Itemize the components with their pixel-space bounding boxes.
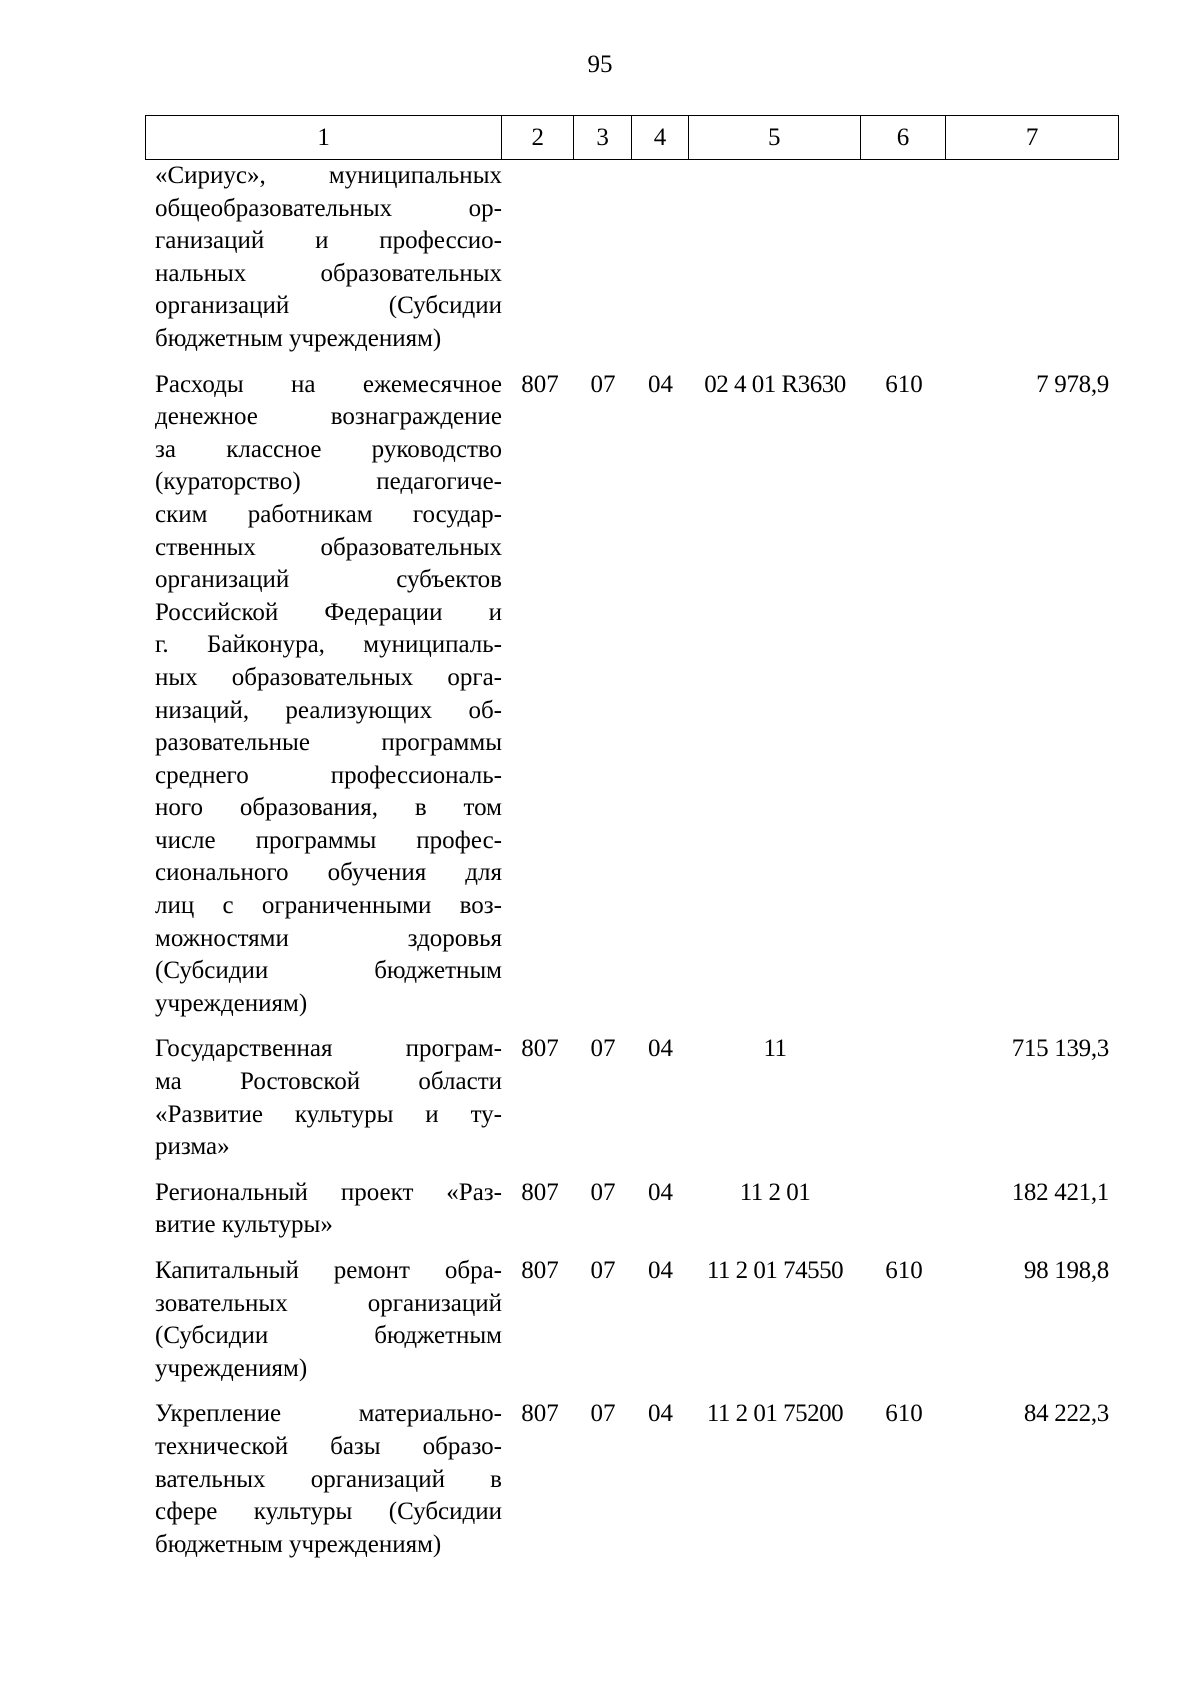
description-line: числе программы профес- (155, 826, 502, 854)
description-line: среднего профессиональ- (155, 761, 502, 789)
row-col-3: 07 (590, 1400, 616, 1428)
row-col-3 (574, 160, 632, 356)
row-col-3: 07 (590, 1178, 616, 1206)
description-line: учреждениям) (155, 989, 308, 1017)
description-line: бюджетным учреждениям) (155, 1530, 442, 1558)
page-number: 95 (587, 51, 613, 78)
description-line: низаций, реализующих об- (155, 696, 502, 724)
description-line: г. Байконура, муниципаль- (155, 631, 502, 659)
row-col-2: 807 (521, 1400, 559, 1428)
description-line: сфере культуры (Субсидии (155, 1498, 502, 1526)
table-body (145, 160, 1119, 1574)
row-description (145, 1398, 502, 1561)
description-line: учреждениям) (155, 1354, 308, 1382)
description-line: «Сириус», муниципальных (155, 162, 502, 189)
description-line: ного образования, в том (155, 794, 502, 822)
row-col-2 (502, 160, 574, 356)
row-col-6 (861, 1033, 947, 1163)
description-line: общеобразовательных ор- (155, 194, 502, 222)
description-line: витие культуры» (155, 1211, 333, 1239)
row-col-4: 04 (648, 1400, 673, 1428)
row-col-6: 610 (885, 1400, 923, 1428)
description-line: Укрепление материально- (155, 1400, 502, 1428)
description-line: Региональный проект «Раз- (155, 1178, 502, 1206)
table-row (145, 369, 1119, 1021)
description-line: за классное руководство (155, 435, 502, 463)
description-line: лиц с ограниченными воз- (155, 892, 502, 920)
header-col-4: 4 (632, 116, 689, 159)
description-line: разовательные программы (155, 729, 502, 757)
row-col-2: 807 (521, 1257, 559, 1284)
description-line: ризма» (155, 1133, 230, 1161)
row-description (145, 1177, 502, 1242)
row-col-4: 04 (648, 370, 673, 398)
header-col-7: 7 (1025, 123, 1039, 151)
row-col-3: 07 (590, 1035, 616, 1063)
row-col-2: 807 (521, 1178, 559, 1206)
row-col-7: 715 139,3 (1011, 1035, 1109, 1063)
description-line: (Субсидии бюджетным (155, 957, 502, 985)
description-line: Государственная програм- (155, 1035, 502, 1063)
description-line: Капитальный ремонт обра- (155, 1257, 502, 1284)
header-col-6: 6 (861, 116, 947, 159)
description-line: ных образовательных орга- (155, 663, 502, 691)
row-col-6 (861, 160, 947, 356)
row-col-5: 11 2 01 74550 (706, 1257, 844, 1284)
description-line: (кураторство) педагогиче- (155, 468, 502, 496)
description-line: вательных организаций в (155, 1465, 502, 1493)
row-col-7: 84 222,3 (1023, 1400, 1109, 1428)
description-line: денежное вознаграждение (155, 403, 502, 431)
row-col-2: 807 (521, 1035, 559, 1063)
table-row (145, 1398, 1119, 1561)
description-line: ма Ростовской области (155, 1068, 502, 1096)
row-col-7: 7 978,9 (1036, 370, 1109, 398)
row-col-5: 02 4 01 R3630 (704, 370, 846, 398)
table-row (145, 160, 1119, 356)
row-col-7: 98 198,8 (1023, 1257, 1109, 1284)
row-col-4: 04 (648, 1178, 673, 1206)
row-col-2: 807 (521, 370, 559, 398)
row-col-3: 07 (590, 370, 616, 398)
row-col-5: 11 2 01 (739, 1178, 811, 1206)
table-row (145, 1255, 1119, 1385)
description-line: зовательных организаций (155, 1289, 502, 1317)
header-col-3: 3 (574, 116, 632, 159)
row-col-4 (632, 160, 689, 356)
header-col-5: 5 (689, 116, 861, 159)
row-col-3: 07 (590, 1257, 616, 1284)
description-line: организаций (Субсидии (155, 292, 502, 320)
table-row (145, 1177, 1119, 1242)
table-row (145, 1033, 1119, 1163)
table-header (145, 115, 1119, 160)
row-col-7: 182 421,1 (1011, 1178, 1109, 1206)
description-line: ским работникам государ- (155, 500, 502, 528)
description-line: «Развитие культуры и ту- (155, 1100, 502, 1128)
description-line: Российской Федерации и (155, 598, 502, 626)
row-description (145, 160, 502, 356)
description-line: организаций субъектов (155, 566, 502, 594)
row-col-7 (947, 160, 1119, 356)
row-col-4: 04 (648, 1035, 673, 1063)
row-col-4: 04 (648, 1257, 673, 1284)
row-col-5: 11 2 01 75200 (706, 1400, 844, 1428)
description-line: Расходы на ежемесячное (155, 370, 502, 398)
header-col-1: 1 (146, 116, 502, 159)
row-col-5 (689, 160, 861, 356)
row-description (145, 1255, 502, 1385)
description-line: бюджетным учреждениям) (155, 324, 442, 352)
row-col-6 (861, 1177, 947, 1242)
description-line: можностями здоровья (155, 924, 502, 952)
description-line: сионального обучения для (155, 859, 502, 887)
description-line: технической базы образо- (155, 1432, 502, 1460)
row-col-6: 610 (885, 1257, 923, 1284)
header-col-2: 2 (502, 116, 574, 159)
row-description (145, 369, 502, 1021)
row-col-5: 11 (763, 1035, 787, 1063)
description-line: ственных образовательных (155, 533, 502, 561)
description-line: нальных образовательных (155, 259, 502, 287)
description-line: (Субсидии бюджетным (155, 1322, 502, 1350)
row-col-6: 610 (885, 370, 923, 398)
row-description (145, 1033, 502, 1163)
description-line: ганизаций и профессио- (155, 227, 502, 255)
